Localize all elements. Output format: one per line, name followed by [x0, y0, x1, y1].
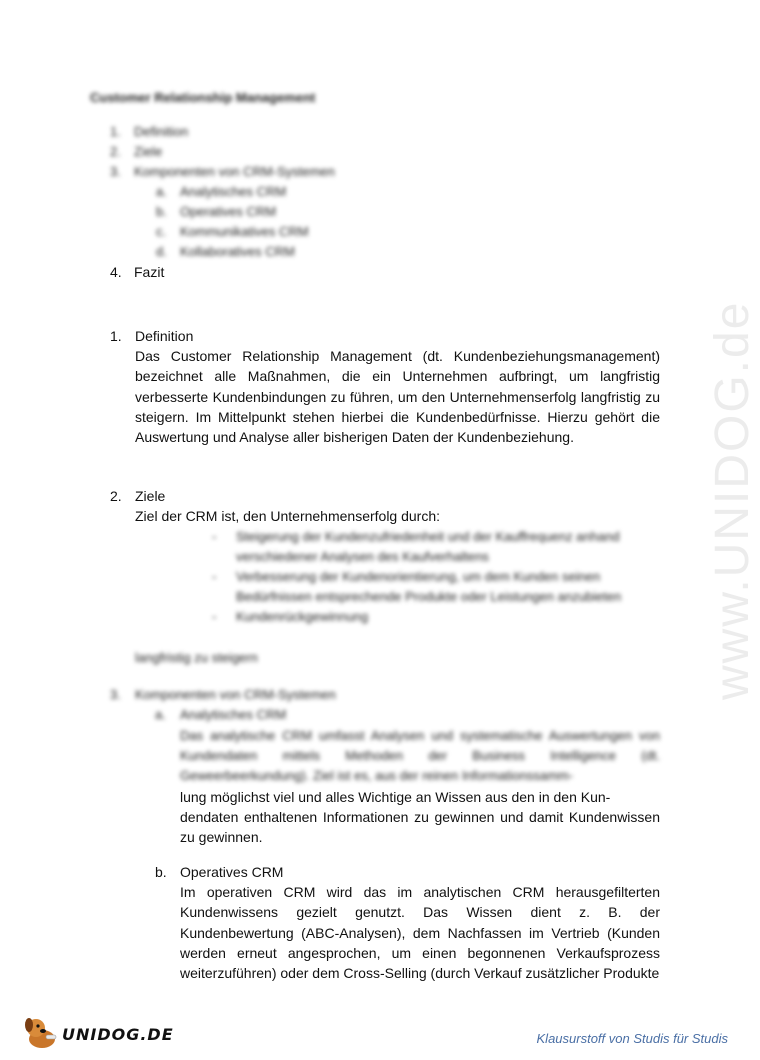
section-intro: Ziel der CRM ist, den Unternehmenserfolg durch: — [135, 508, 441, 524]
toc-item: 2. Ziele — [110, 144, 163, 159]
subsection-text-blurred: Das analytische CRM umfasst Analysen und systematische Auswertungen von Kundendaten mittels Methoden der Business Intelligence (dt. Geweerbeerkundung). Ziel ist es, aus der reinen Informationssamm- — [180, 728, 660, 783]
toc-item: 1. Definition — [110, 124, 189, 139]
toc-subitem: b. Operatives CRM — [156, 204, 277, 219]
toc-item: 4. Fazit — [110, 264, 165, 280]
subsection-heading: b. Operatives CRM — [155, 864, 284, 880]
toc-subitem: c. Kommunikatives CRM — [156, 224, 309, 239]
section-heading: 1. Definition — [110, 328, 194, 344]
list-item: - Kundenrückgewinnung — [212, 609, 369, 624]
subsection-heading: a. Analytisches CRM — [155, 707, 287, 722]
list-item: - Verbesserung der Kundenorientierung, um dem Kunden seinen Bedürfnissen entsprechende Produkte oder Leistungen anzubieten — [212, 569, 622, 604]
watermark: www.UNIDOG.de — [706, 300, 759, 700]
subsection-partial-line: lung möglichst viel und alles Wichtige an Wissen aus den in den Kun- — [180, 789, 611, 805]
toc-subitem: d. Kollaboratives CRM — [156, 244, 295, 259]
toc-item: 3. Komponenten von CRM-Systemen — [110, 164, 335, 179]
bullet-list — [212, 527, 660, 627]
table-of-contents — [110, 122, 335, 282]
unidog-logo — [22, 1015, 174, 1055]
subsection-text: Im operativen CRM wird das im analytischen CRM herausgefilterten Kundenwissens gezielt genutzt. Das Wissen dient z. B. der Kundenbewertung (ABC-Analysen), dem Nachfassen im Vertrieb (Kunden werden erneut angesprochen, um einen begonnenen Verkaufsprozess weiterzuführen) oder dem Cross-Selling (durch Verkauf zusätzlicher Produkte — [180, 884, 660, 982]
list-item: - Steigerung der Kundenzufriedenheit und der Kauffrequenz anhand verschiedener Analysen des Kaufverhaltens — [212, 529, 620, 564]
logo-wordmark: UNIDOG.DE — [62, 1025, 174, 1044]
section-text: Das Customer Relationship Management (dt. Kundenbeziehungsmanagement) bezeichnet alle Maßnahmen, die ein Unternehmen aufbringt, um langfristig verbesserte Kundenbindungen zu führen, um den Unternehmenserfolg langfristig zu steigern. Im Mittelpunkt stehen hierbei die Kundenbedürfnisse. Hierzu gehört die Auswertung und Analyse aller bisherigen Daten der Kundenbeziehung. — [135, 348, 660, 446]
section-outro: langfristig zu steigern — [135, 650, 258, 665]
subsection-text: dendaten enthaltenen Informationen zu gewinnen und damit Kundenwissen zu gewinnen. — [180, 809, 660, 846]
section-heading: 2. Ziele — [110, 488, 166, 504]
dog-icon — [22, 1015, 62, 1051]
document-title: Customer Relationship Management — [90, 90, 316, 105]
toc-subitem: a. Analytisches CRM — [156, 184, 287, 199]
section-heading: 3. Komponenten von CRM-Systemen — [110, 687, 336, 702]
footer-tagline: Klausurstoff von Studis für Studis — [536, 1031, 728, 1046]
